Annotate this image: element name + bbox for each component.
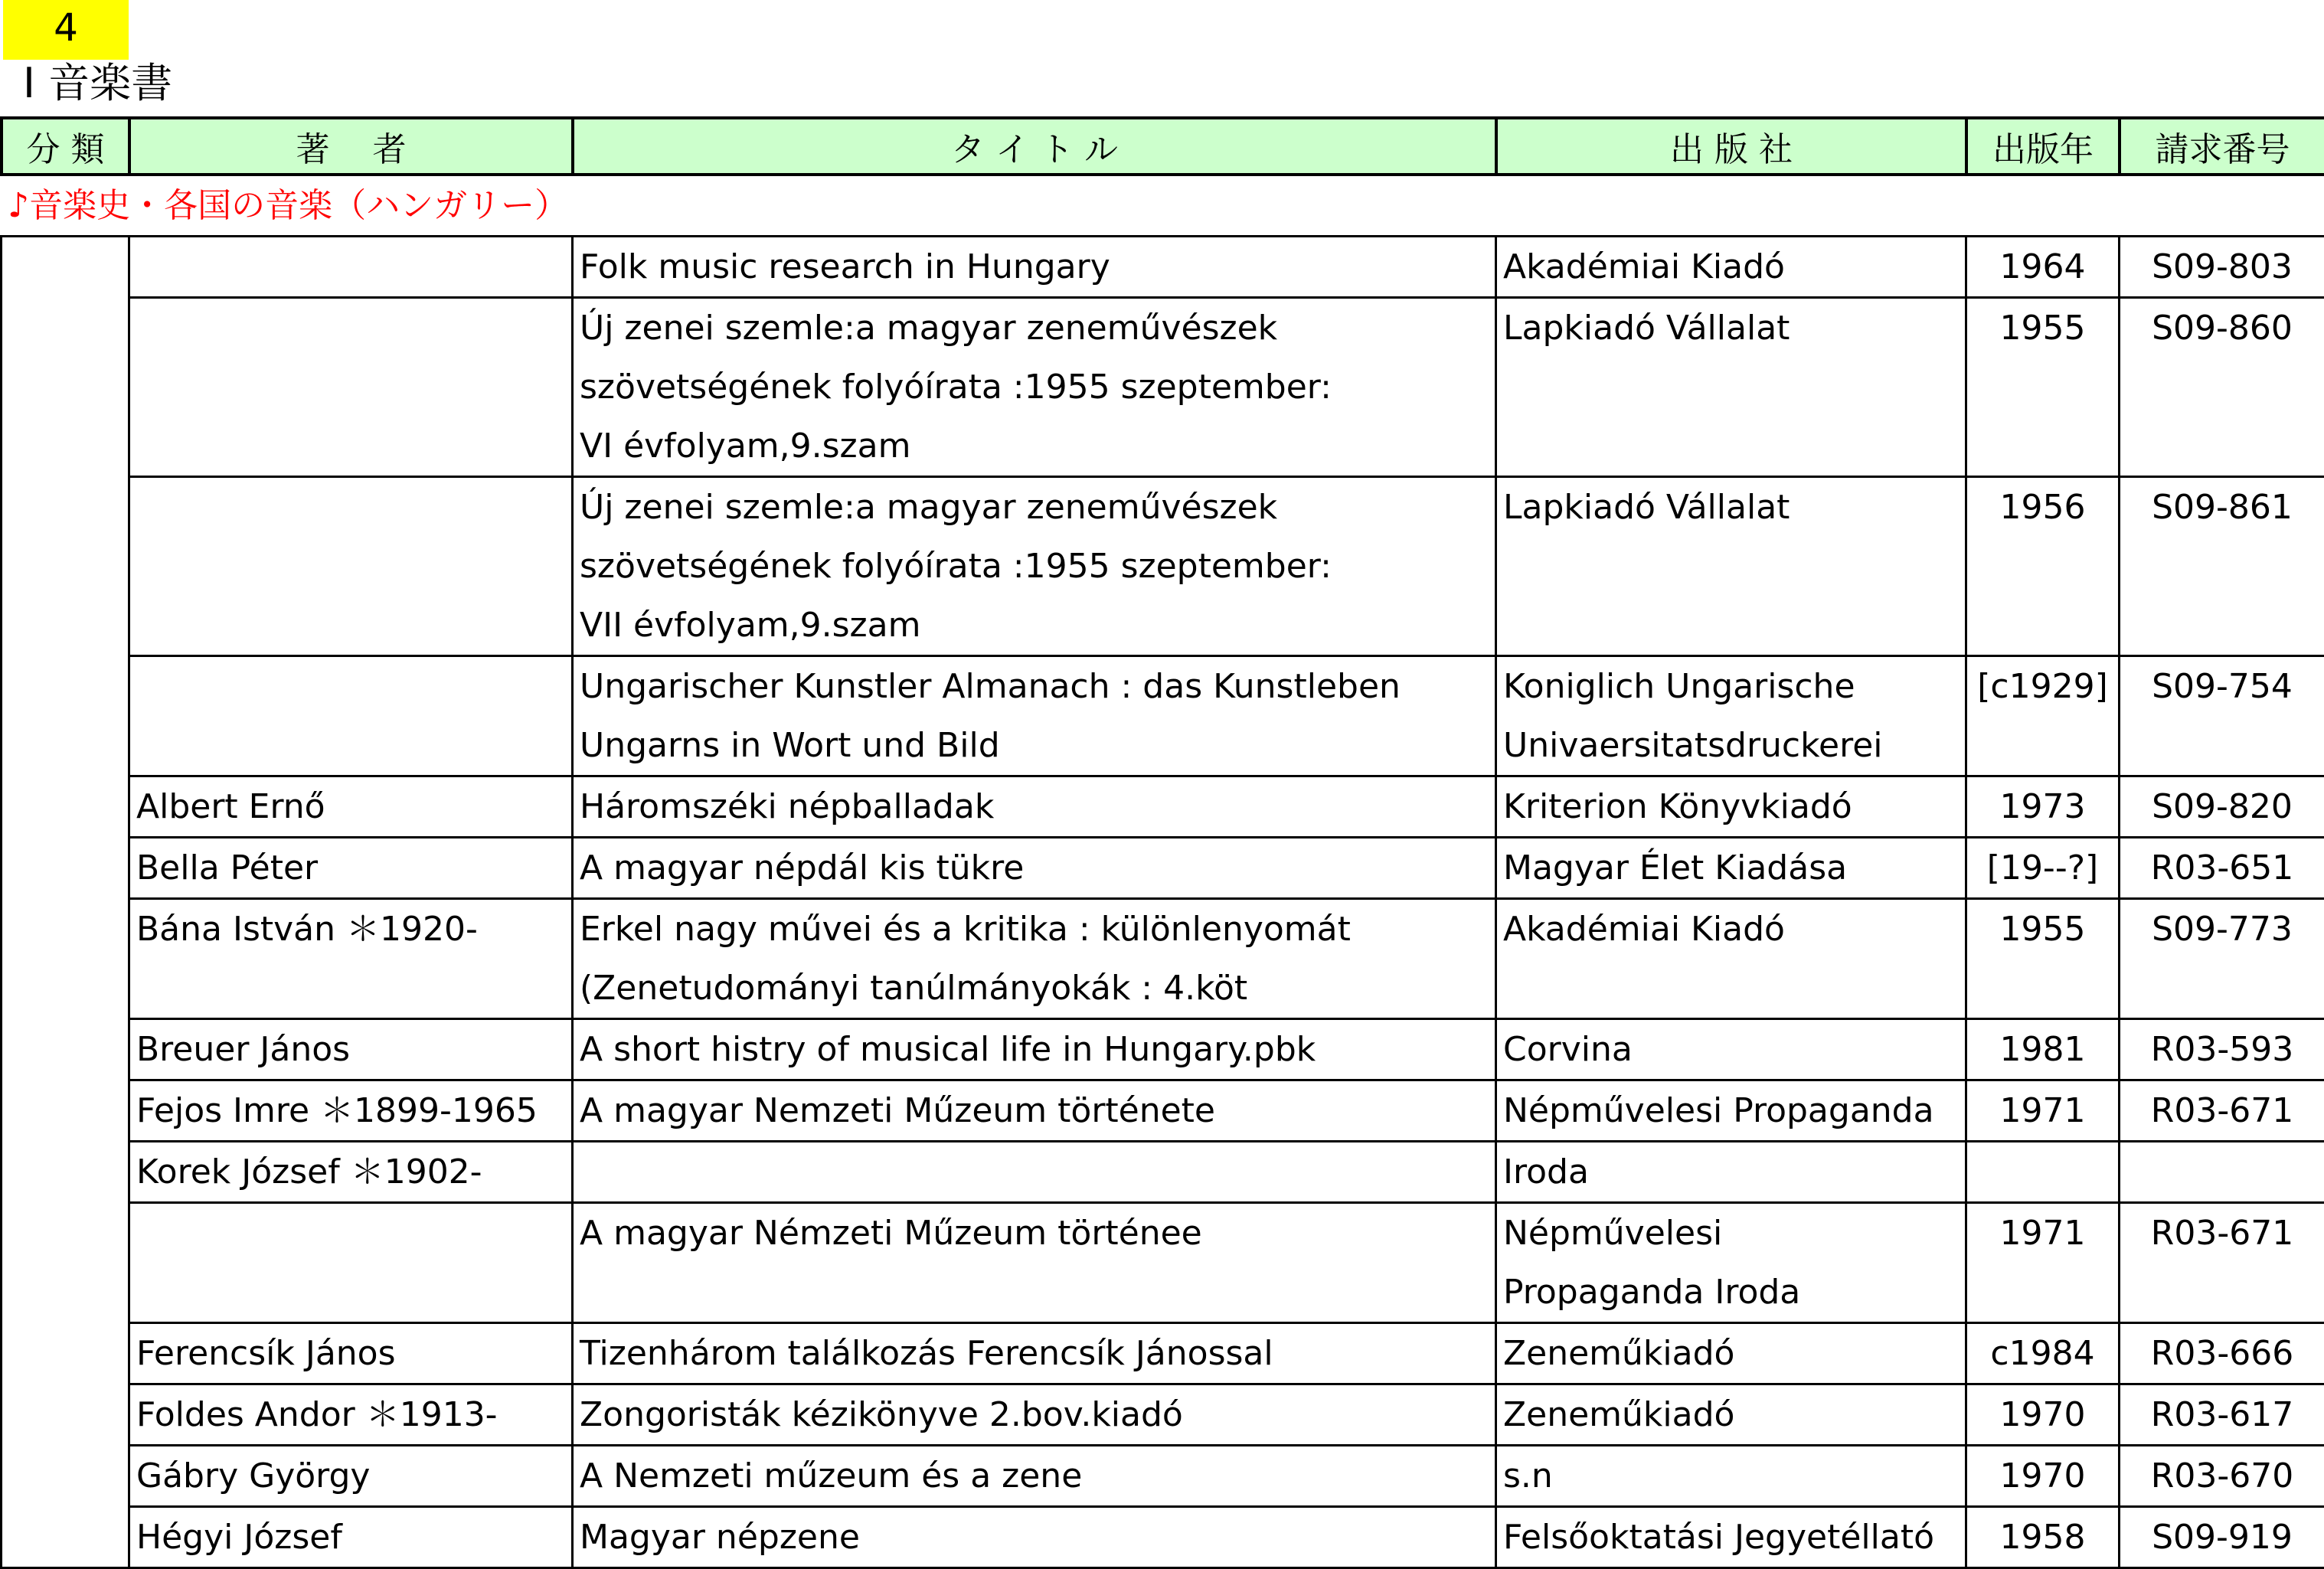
title-cell bbox=[573, 1323, 1496, 1384]
year-cell: 1970 bbox=[1966, 1446, 2120, 1507]
table-row bbox=[2, 838, 2324, 899]
publisher-line: Kriterion Könyvkiadó bbox=[1503, 777, 1965, 836]
publisher-cell bbox=[1496, 1019, 1966, 1080]
year-cell bbox=[1966, 1142, 2120, 1203]
title-line: Zongoristák kézikönyve 2.bov.kiadó bbox=[580, 1385, 1495, 1444]
publisher-line: Akadémiai Kiadó bbox=[1503, 900, 1965, 959]
title-line: Folk music research in Hungary bbox=[580, 237, 1495, 296]
table-row bbox=[2, 1507, 2324, 1568]
title-cell bbox=[573, 1384, 1496, 1446]
year-cell: 1981 bbox=[1966, 1019, 2120, 1080]
year-cell: 1970 bbox=[1966, 1384, 2120, 1446]
author-cell: Bella Péter bbox=[129, 838, 573, 899]
year-cell: 1971 bbox=[1966, 1203, 2120, 1323]
author-cell: Korek József ＊1902- bbox=[129, 1142, 573, 1203]
publisher-cell bbox=[1496, 776, 1966, 838]
author-cell: Albert Ernő bbox=[129, 776, 573, 838]
title-cell bbox=[573, 1446, 1496, 1507]
publisher-cell bbox=[1496, 1507, 1966, 1568]
title-line: (Zenetudományi tanúlmányokák : 4.köt bbox=[580, 959, 1495, 1018]
title-line: Erkel nagy művei és a kritika : különlenyomát bbox=[580, 900, 1495, 959]
publisher-line: Akadémiai Kiadó bbox=[1503, 237, 1965, 296]
call-number-cell: R03-617 bbox=[2120, 1384, 2324, 1446]
publisher-line: Népművelesi Propaganda bbox=[1503, 1081, 1965, 1140]
table-row bbox=[2, 1384, 2324, 1446]
title-line: szövetségének folyóírata :1955 szeptember: bbox=[580, 537, 1495, 596]
title-line: Háromszéki népballadak bbox=[580, 777, 1495, 836]
title-cell bbox=[573, 1507, 1496, 1568]
header-title: タ イ ト ル bbox=[573, 118, 1496, 175]
call-number-cell: R03-671 bbox=[2120, 1080, 2324, 1142]
author-cell bbox=[129, 237, 573, 298]
title-cell bbox=[573, 1142, 1496, 1203]
call-number-cell: S09-803 bbox=[2120, 237, 2324, 298]
title-cell bbox=[573, 1080, 1496, 1142]
title-cell bbox=[573, 237, 1496, 298]
header-call-number: 請求番号 bbox=[2120, 118, 2324, 175]
table-row bbox=[2, 776, 2324, 838]
title-line: A magyar Némzeti Műzeum történee bbox=[580, 1204, 1495, 1263]
title-cell bbox=[573, 1203, 1496, 1323]
table-row bbox=[2, 237, 2324, 298]
title-line: Ungarns in Wort und Bild bbox=[580, 716, 1495, 775]
call-number-cell: S09-820 bbox=[2120, 776, 2324, 838]
title-cell bbox=[573, 477, 1496, 656]
title-line: Új zenei szemle:a magyar zeneművészek bbox=[580, 299, 1495, 358]
table-row bbox=[2, 1019, 2324, 1080]
column-header-row bbox=[0, 116, 2324, 176]
author-cell: Ferencsík János bbox=[129, 1323, 573, 1384]
author-cell bbox=[129, 298, 573, 477]
publisher-cell bbox=[1496, 237, 1966, 298]
publisher-cell bbox=[1496, 899, 1966, 1019]
call-number-cell: R03-593 bbox=[2120, 1019, 2324, 1080]
year-cell: 1956 bbox=[1966, 477, 2120, 656]
header-publisher: 出 版 社 bbox=[1496, 118, 1966, 175]
title-line bbox=[580, 1142, 1495, 1201]
call-number-cell bbox=[2120, 1142, 2324, 1203]
publisher-cell bbox=[1496, 838, 1966, 899]
call-number-cell: S09-919 bbox=[2120, 1507, 2324, 1568]
publisher-line: Corvina bbox=[1503, 1020, 1965, 1079]
publisher-line: Magyar Élet Kiadása bbox=[1503, 838, 1965, 897]
page-number-badge: 4 bbox=[3, 0, 129, 60]
call-number-cell: R03-651 bbox=[2120, 838, 2324, 899]
publisher-line: Univaersitatsdruckerei bbox=[1503, 716, 1965, 775]
title-line: A magyar népdál kis tükre bbox=[580, 838, 1495, 897]
publisher-cell bbox=[1496, 1203, 1966, 1323]
call-number-cell: S09-860 bbox=[2120, 298, 2324, 477]
publisher-cell bbox=[1496, 1446, 1966, 1507]
year-cell: 1958 bbox=[1966, 1507, 2120, 1568]
publisher-line: s.n bbox=[1503, 1446, 1965, 1505]
year-cell: [19--?] bbox=[1966, 838, 2120, 899]
publisher-cell bbox=[1496, 1080, 1966, 1142]
call-number-cell: R03-670 bbox=[2120, 1446, 2324, 1507]
header-author: 著 者 bbox=[129, 118, 573, 175]
publisher-cell bbox=[1496, 1323, 1966, 1384]
header-classification: 分 類 bbox=[2, 118, 129, 175]
author-cell: Breuer János bbox=[129, 1019, 573, 1080]
title-line: A short histry of musical life in Hungary.pbk bbox=[580, 1020, 1495, 1079]
author-cell: Bána István ＊1920- bbox=[129, 899, 573, 1019]
publisher-cell bbox=[1496, 1142, 1966, 1203]
title-line: VII évfolyam,9.szam bbox=[580, 596, 1495, 655]
table-row bbox=[2, 1446, 2324, 1507]
publisher-line: Koniglich Ungarische bbox=[1503, 657, 1965, 716]
author-cell: Fejos Imre ＊1899-1965 bbox=[129, 1080, 573, 1142]
call-number-cell: S09-754 bbox=[2120, 656, 2324, 776]
classification-cell bbox=[2, 237, 129, 1568]
title-line: Ungarischer Kunstler Almanach : das Kunstleben bbox=[580, 657, 1495, 716]
table-row bbox=[2, 1323, 2324, 1384]
author-cell: Gábry György bbox=[129, 1446, 573, 1507]
publisher-line: Felsőoktatási Jegyetéllató bbox=[1503, 1508, 1965, 1567]
title-line: Új zenei szemle:a magyar zeneművészek bbox=[580, 478, 1495, 537]
table-row bbox=[2, 899, 2324, 1019]
year-cell: 1971 bbox=[1966, 1080, 2120, 1142]
category-heading: ♪音楽史・各国の音楽（ハンガリー） bbox=[8, 176, 568, 235]
publisher-cell bbox=[1496, 1384, 1966, 1446]
publisher-cell bbox=[1496, 656, 1966, 776]
header-year: 出版年 bbox=[1966, 118, 2120, 175]
catalog-table bbox=[0, 235, 2324, 1569]
title-cell bbox=[573, 899, 1496, 1019]
publisher-line: Lapkiadó Vállalat bbox=[1503, 299, 1965, 358]
author-cell bbox=[129, 477, 573, 656]
call-number-cell: S09-773 bbox=[2120, 899, 2324, 1019]
author-cell bbox=[129, 1203, 573, 1323]
table-row bbox=[2, 656, 2324, 776]
table-row bbox=[2, 1203, 2324, 1323]
year-cell: 1973 bbox=[1966, 776, 2120, 838]
publisher-line: Lapkiadó Vállalat bbox=[1503, 478, 1965, 537]
year-cell: 1964 bbox=[1966, 237, 2120, 298]
title-line: Magyar népzene bbox=[580, 1508, 1495, 1567]
call-number-cell: R03-666 bbox=[2120, 1323, 2324, 1384]
call-number-cell: S09-861 bbox=[2120, 477, 2324, 656]
table-row bbox=[2, 1080, 2324, 1142]
publisher-line: Propaganda Iroda bbox=[1503, 1263, 1965, 1322]
section-title: Ⅰ 音楽書 bbox=[23, 54, 172, 113]
title-line: VI évfolyam,9.szam bbox=[580, 417, 1495, 476]
publisher-cell bbox=[1496, 298, 1966, 477]
publisher-line: Zeneműkiadó bbox=[1503, 1385, 1965, 1444]
title-cell bbox=[573, 656, 1496, 776]
author-cell bbox=[129, 656, 573, 776]
title-cell bbox=[573, 298, 1496, 477]
title-cell bbox=[573, 1019, 1496, 1080]
publisher-cell bbox=[1496, 477, 1966, 656]
year-cell: [c1929] bbox=[1966, 656, 2120, 776]
title-line: szövetségének folyóírata :1955 szeptember: bbox=[580, 358, 1495, 417]
title-line: A magyar Nemzeti Műzeum története bbox=[580, 1081, 1495, 1140]
publisher-line: Zeneműkiadó bbox=[1503, 1324, 1965, 1383]
publisher-line: Népművelesi bbox=[1503, 1204, 1965, 1263]
year-cell: 1955 bbox=[1966, 298, 2120, 477]
table-row bbox=[2, 298, 2324, 477]
year-cell: 1955 bbox=[1966, 899, 2120, 1019]
publisher-line: Iroda bbox=[1503, 1142, 1965, 1201]
title-line: Tizenhárom találkozás Ferencsík Jánossal bbox=[580, 1324, 1495, 1383]
table-row bbox=[2, 477, 2324, 656]
year-cell: c1984 bbox=[1966, 1323, 2120, 1384]
table-row bbox=[2, 1142, 2324, 1203]
author-cell: Foldes Andor ＊1913- bbox=[129, 1384, 573, 1446]
title-line: A Nemzeti műzeum és a zene bbox=[580, 1446, 1495, 1505]
call-number-cell: R03-671 bbox=[2120, 1203, 2324, 1323]
author-cell: Hégyi József bbox=[129, 1507, 573, 1568]
title-cell bbox=[573, 776, 1496, 838]
title-cell bbox=[573, 838, 1496, 899]
